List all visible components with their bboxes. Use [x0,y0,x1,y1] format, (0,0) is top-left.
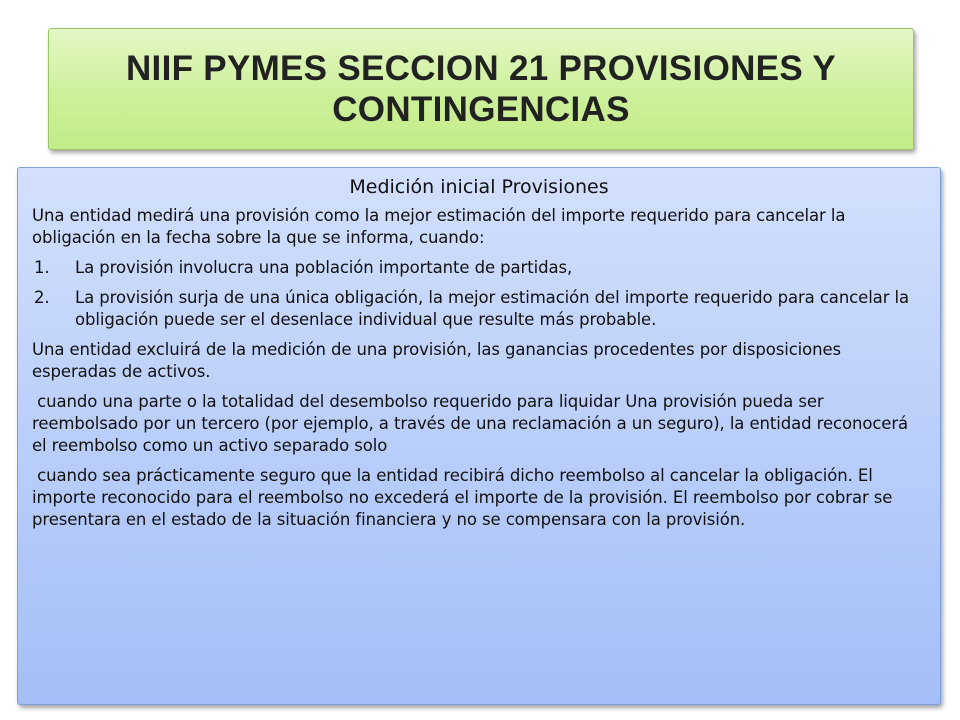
content-box [17,167,941,705]
list-item-number: 1. [34,258,50,277]
list-item [32,257,926,279]
exclusion-paragraph: Una entidad excluirá de la medición de una provisión, las ganancias procedentes por disposiciones esperadas de activos. [32,340,847,381]
slide-title: NIIF PYMES SECCION 21 PROVISIONES Y CONTINGENCIAS [125,49,837,129]
intro-paragraph: Una entidad medirá una provisión como la mejor estimación del importe requerido para cancelar la obligación en la fecha sobre la que se informa, cuando: [32,206,846,247]
list-item [32,287,926,331]
certainty-paragraph: cuando sea prácticamente seguro que la entidad recibirá dicho reembolso al cancelar la obligación. El importe reconocido para el reembolso no excederá el importe de la provisión. El reembolso por cobrar se presentara en el estado de la situación financiera y no se compensara con la provisión. [32,466,898,529]
title-box [48,28,914,150]
conditions-list [32,257,926,331]
reimbursement-paragraph: cuando una parte o la totalidad del desembolso requerido para liquidar Una provisión pueda ser reembolsado por un tercero (por ejemplo, a través de una reclamación a un seguro), la entidad reconocerá el reembolso como un activo separado solo [32,392,914,455]
list-item-text: La provisión surja de una única obligación, la mejor estimación del importe requerido para cancelar la obligación puede ser el desenlace individual que resulte más probable. [75,288,910,329]
list-item-text: La provisión involucra una población importante de partidas, [75,258,573,277]
section-heading: Medición inicial Provisiones [349,176,609,198]
list-item-number: 2. [34,288,50,307]
